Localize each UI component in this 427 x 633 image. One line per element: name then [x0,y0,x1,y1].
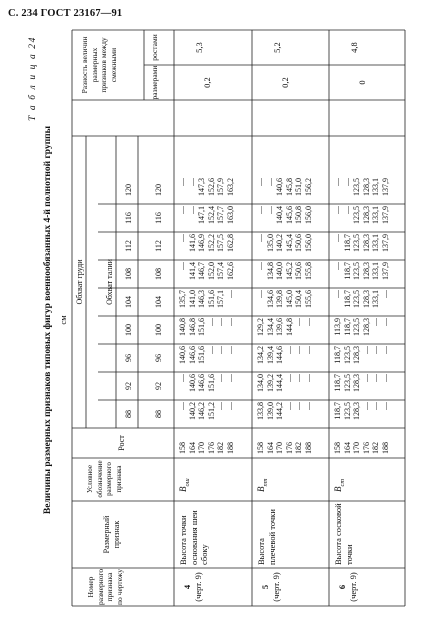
row-number-ref: (черт. 9) [271,572,281,602]
row-values: 118,7 123,5 128,3 — — — [333,402,390,420]
row-number-value: 5 [260,584,270,590]
row-values: — — 147,1 152,4 157,7 163,0 [178,206,235,224]
table-caption [28,28,72,612]
row-values: — — 140,6 145,8 151,0 156,2 [256,178,313,196]
table-label: Т а б л и ц а 24 [28,36,38,121]
row-symbol-subscript: ош [183,478,191,487]
row-values: 133,8 139,0 144,2 — — — [256,402,313,420]
header-chest-value: 96 [124,354,133,362]
header-chest-value: 100 [124,324,133,336]
header-waist-value: 88 [154,410,163,418]
row-number-ref: (черт. 9) [193,572,203,602]
header-chest-value: 92 [124,382,133,390]
row-values: — 134,6 139,8 145,0 150,4 155,6 [256,290,313,308]
row-values: — — 123,5 128,3 133,1 137,9 [333,178,390,196]
row-symbol-letter: B [333,486,343,492]
header-diff-heights: ростами [150,34,159,61]
row-values: 140,6 146,6 151,6 — — — [178,346,235,364]
row-values: — 118,7 123,5 128,3 133,1 137,9 [333,234,390,252]
row-values: — 118,7 123,5 128,3 133,1 — [333,290,390,308]
row-values: 134,0 139,2 144,4 — — — [256,374,313,392]
header-chest-value: 120 [124,184,133,196]
header-chest-value: 104 [124,296,133,308]
row-values: — 135,0 140,2 145,4 150,6 156,0 [256,234,313,252]
rotated-table-page [24,28,410,612]
page-header: С. 234 ГОСТ 23167—91 [8,8,123,19]
row-values: 129,2 134,4 139,6 144,8 — — [256,318,313,336]
table-unit: см [58,315,68,325]
row-values: — 140,2 146,2 151,2 — — [178,402,235,420]
header-waist-value: 116 [154,212,163,224]
header-chest-value: 108 [124,268,133,280]
row-growth-values: 158 164 170 176 182 188 [178,442,235,454]
row-values: — 140,6 146,6 151,6 — — [178,374,235,392]
row-diff-height: 4,8 [349,42,359,53]
header-waist-value: 100 [154,324,163,336]
row-values: — 141,6 146,9 152,2 157,5 162,8 [178,234,235,252]
row-feature: Высота сосковой точки [333,503,354,565]
row-values: 118,7 123,5 128,3 — — — [333,346,390,364]
row-diff-size: 0,2 [202,77,212,88]
row-symbol [256,460,269,492]
row-values: 140,8 146,8 151,6 — — — [178,318,235,336]
row-diff-height: 5,2 [272,42,282,53]
row-values: — — 140,4 145,6 150,8 156,0 [256,206,313,224]
header-waist-value: 120 [154,184,163,196]
header-chest: Обхват груди [75,259,84,305]
header-symbol: Условное обозначение размерного признака [86,460,123,498]
header-waist-value: 112 [154,240,163,252]
header-waist-value: 96 [154,354,163,362]
row-symbol [178,460,191,492]
row-number-ref: (черт. 9) [348,572,358,602]
header-feature: Размерный признак [102,515,121,554]
header-diff: Разность величин размерных признаков между смежными [80,36,118,94]
row-symbol-letter: B [256,486,266,492]
row-diff-size: 0,2 [280,77,290,88]
row-values: 113,9 118,7 123,5 128,3 — — [333,318,390,336]
header-num: Номер размерного признака по чертежу [86,568,124,605]
row-feature: Высота точки основания шеи сбоку [178,510,209,565]
row-diff-size: 0 [357,80,367,85]
header-diff-sizes: размерами [150,65,159,100]
row-number [182,568,204,606]
header-waist-value: 104 [154,296,163,308]
row-values: — 118,7 123,5 128,3 133,1 137,9 [333,262,390,280]
row-symbol-subscript: пт [261,478,269,487]
header-chest-value: 112 [124,240,133,252]
row-values: — 134,8 140,0 145,2 150,6 155,8 [256,262,313,280]
row-symbol-letter: B [178,486,188,492]
row-values: 135,7 141,0 146,3 151,6 157,1 — [178,290,235,308]
table-title: Величины размерных признаков типовых фигур военнообязанных 4-й полнотной группы [43,125,53,515]
row-symbol [333,460,346,492]
row-growth-values: 158 164 170 176 182 188 [256,442,313,454]
row-number-value: 4 [182,584,192,590]
row-feature: Высота плечевой точки [256,509,277,565]
row-symbol-subscript: ст [338,478,346,487]
header-waist: Обхват талии [105,259,114,305]
row-number [260,568,282,606]
header-chest-value: 88 [124,410,133,418]
row-diff-height: 5,3 [194,42,204,53]
header-waist-value: 92 [154,382,163,390]
row-values: — 141,4 146,7 152,0 157,4 162,6 [178,262,235,280]
header-growth: Рост [117,435,126,451]
row-values: — — 123,5 128,3 133,1 137,9 [333,206,390,224]
row-values: 134,2 139,4 144,6 — — — [256,346,313,364]
header-waist-value: 108 [154,268,163,280]
row-values: 118,7 123,5 128,3 — — — [333,374,390,392]
header-chest-value: 116 [124,212,133,224]
data-table [72,30,405,606]
row-number-value: 6 [337,584,347,590]
row-values: — — 147,3 152,6 157,9 163,2 [178,178,235,196]
row-number [337,568,359,606]
row-growth-values: 158 164 170 176 182 188 [333,442,390,454]
